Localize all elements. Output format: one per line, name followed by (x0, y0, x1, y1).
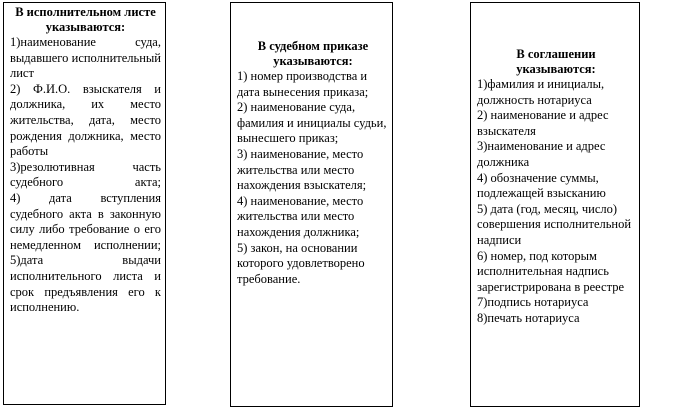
item-list (10, 35, 161, 316)
list-item: 2) Ф.И.О. взыскателя и должника, их место жительства, дата, место рождения должника, место работы (10, 81, 161, 159)
list-item: 8)печать нотариуса (477, 310, 580, 325)
list-item: 4) обозначение суммы, подлежащей взысканию (477, 170, 606, 201)
box-title: В судебном приказе указываются: (257, 39, 369, 68)
list-item: 5) закон, на основании которого удовлетворено требование. (237, 240, 365, 286)
list-item: 3)наименование и адрес должника (477, 139, 606, 169)
list-item: 5)дата выдачи исполнительного листа и срок предъявления его к исполнению. (10, 253, 161, 315)
list-item: 3)резолютивная часть судебного акта; (10, 159, 161, 190)
list-item: 4) дата вступления судебного акта в законную силу либо требование о его немедленном исполнении; (10, 190, 161, 252)
list-item: 1)наименование суда, выдавшего исполнительный лист (10, 35, 161, 81)
box-title: В исполнительном листе указываются: (15, 5, 156, 34)
list-item: 3) наименование, место жительства или место нахождения взыскателя; (237, 146, 367, 193)
court-order-box (230, 2, 393, 407)
agreement-box (470, 2, 640, 407)
list-item: 7)подпись нотариуса (477, 295, 589, 310)
list-item: 5) дата (год, месяц, число) совершения исполнительной надписи (477, 201, 632, 247)
box-title: В соглашении указываются: (516, 47, 596, 76)
list-item: 1)фамилия и инициалы, должность нотариуса (477, 77, 605, 107)
enforcement-writ-box (3, 2, 166, 405)
list-item: 2) наименование и адрес взыскателя (477, 108, 609, 138)
list-item: 4) наименование, место жительства или место нахождения должника; (237, 193, 364, 239)
list-item: 2) наименование суда, фамилия и инициалы судьи, вынесшего приказ; (237, 100, 387, 146)
list-item: 1) номер производства и дата вынесения приказа; (237, 69, 369, 99)
item-list (477, 77, 635, 327)
item-list (237, 69, 389, 287)
list-item: 6) номер, под которым исполнительная надпись зарегистрирована в реестре (477, 248, 624, 294)
